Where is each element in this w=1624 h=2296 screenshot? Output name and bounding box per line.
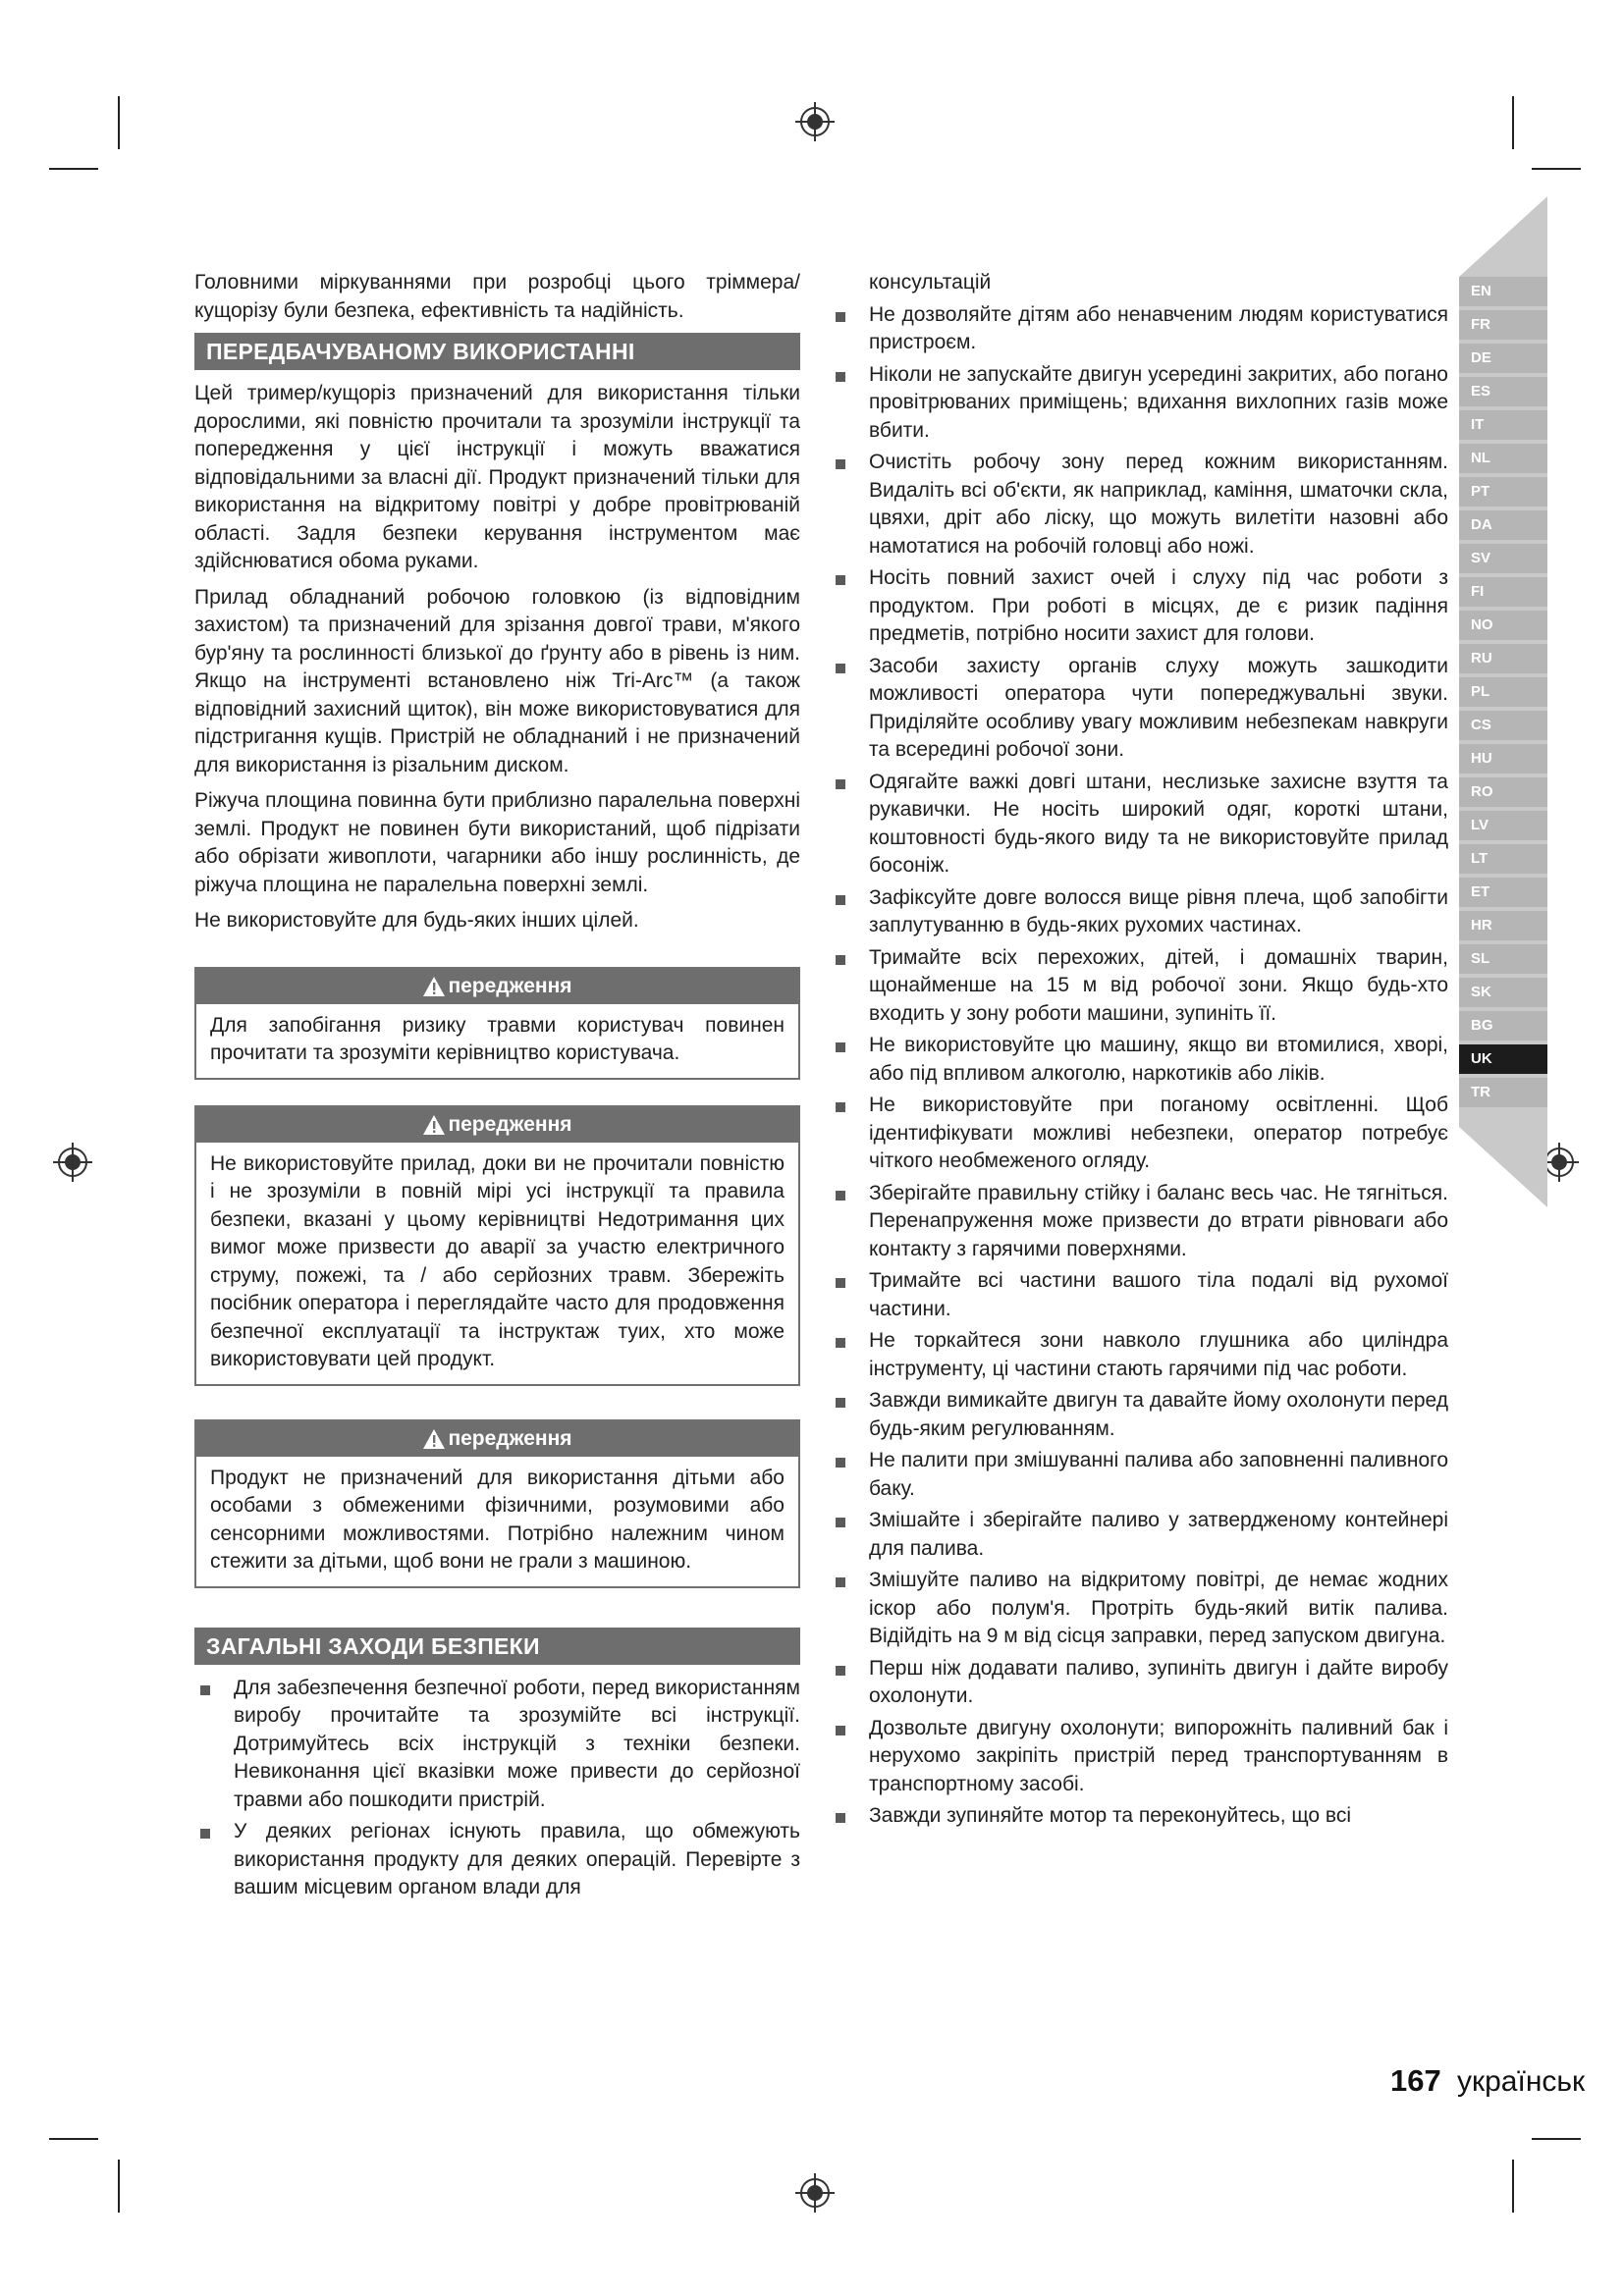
bullet-square-icon xyxy=(836,1726,845,1735)
bullet-square-icon xyxy=(836,1338,845,1348)
warning-text: Не використовуйте прилад, доки ви не прочитали повністю і не зрозуміли в повній мірі усі інструкції та правила безпеки, вказані у цьому керівництві Недотримання цих вимог може призвести до аварії за участю електричного струму, пожежі, та / або серйозних травм. Збережіть посібник оператора і переглядайте часто для продовження безпечної експлуатації та інструктаж туих, хто може використовувати цей продукт. xyxy=(210,1151,785,1370)
registration-mark-icon xyxy=(795,2173,835,2213)
intro-paragraph: Головними міркуваннями при розробці цього тріммера/кущорізу були безпека, ефективність та надійність. xyxy=(194,271,800,322)
bullet-list xyxy=(194,1675,800,1902)
bullet-square-icon xyxy=(836,779,845,789)
list-item: Не використовуйте при поганому освітленні. Щоб ідентифікувати можливі небезпеки, оператор потребує чіткого необмеженого огляду. xyxy=(830,1092,1448,1176)
list-item: Не використовуйте цю машину, якщо ви втомилися, хворі, або під впливом алкоголю, наркотиків або ліків. xyxy=(830,1032,1448,1088)
language-tab-lv: LV xyxy=(1459,811,1547,840)
language-tab-tr: TR xyxy=(1459,1078,1547,1107)
language-tab-en: EN xyxy=(1459,277,1547,306)
bullet-square-icon xyxy=(836,955,845,965)
list-item: Для забезпечення безпечної роботи, перед використанням виробу прочитайте та зрозумійте всі інструкції. Дотримуйтесь всіх інструкцій з техніки безпеки. Невиконання цієї вказівки може привести до серйозної травми або пошкодити пристрій. xyxy=(194,1675,800,1815)
language-tab-pl: PL xyxy=(1459,677,1547,707)
language-tab-da: DA xyxy=(1459,510,1547,540)
bullet-square-icon xyxy=(836,575,845,585)
list-item: Засоби захисту органів слуху можуть зашкодити можливості оператора чути попереджувальні звуки. Приділяйте особливу увагу можливим небезпекам навкруги та всередині робочої зони. xyxy=(830,653,1448,765)
warning-text: Продукт не призначений для використання дітьми або особами з обмеженими фізичними, розумовими або сенсорними можливостями. Потрібно належним чином стежити за дітьми, щоб вони не грали з машиною. xyxy=(210,1466,785,1573)
language-tab-hu: HU xyxy=(1459,744,1547,774)
right-column xyxy=(830,269,1448,1835)
list-item: У деяких регіонах існують правила, що обмежують використання продукту для деяких операцій. Перевірте з вашим місцевим органом влади для xyxy=(194,1818,800,1902)
list-item: Тримайте всі частини вашого тіла подалі від рухомої частини. xyxy=(830,1267,1448,1323)
crop-mark xyxy=(1532,2138,1581,2140)
list-item: Зафіксуйте довге волосся вище рівня плеча, щоб запобігти заплутуванню в будь-яких рухомих частинах. xyxy=(830,884,1448,940)
list-item: Не торкайтеся зони навколо глушника або циліндра інструменту, ці частини стають гарячими під час роботи. xyxy=(830,1327,1448,1383)
list-item: Перш ніж додавати паливо, зупиніть двигун і дайте виробу охолонути. xyxy=(830,1655,1448,1711)
language-tab-uk: UK xyxy=(1459,1044,1547,1074)
list-item: Зберігайте правильну стійку і баланс весь час. Не тягніться. Перенапруження може призвести до втрати рівноваги або контакту з гарячими поверхнями. xyxy=(830,1180,1448,1264)
language-tab-pt: PT xyxy=(1459,477,1547,507)
warning-header xyxy=(196,1421,798,1457)
language-tab-fi: FI xyxy=(1459,577,1547,607)
language-tab-sl: SL xyxy=(1459,944,1547,974)
list-item: Не дозволяйте дітям або ненавченим людям користуватися пристроєм. xyxy=(830,301,1448,357)
bullet-list xyxy=(830,301,1448,1831)
warning-header xyxy=(196,969,798,1004)
warning-title: передження xyxy=(448,974,572,997)
list-item: Тримайте всіх перехожих, дітей, і домашніх тварин, щонайменше на 15 м від робочої зони. Якщо будь-хто входить у зону роботи машини, зупиніть її. xyxy=(830,944,1448,1029)
list-item: Змішайте і зберігайте паливо у затвердженому контейнері для палива. xyxy=(830,1507,1448,1563)
crop-mark xyxy=(49,168,98,170)
paragraph: Не використовуйте для будь-яких інших цілей. xyxy=(194,909,639,932)
language-tab-de: DE xyxy=(1459,344,1547,373)
bullet-square-icon xyxy=(836,1577,845,1587)
continuation-text: консультацій xyxy=(869,271,992,294)
bullet-square-icon xyxy=(836,1813,845,1823)
paragraph: Цей тример/кущоріз призначений для використання тільки дорослими, які повністю прочитали та зрозуміли інструкції та попередження у цієї інструкції і можуть вважатися відповідальними за власні дії. Продукт призначений тільки для використання на відкритому повітрі у добре провітрюваній області. Задля безпеки керування інструментом має здійснюватися обома руками. xyxy=(194,382,800,572)
bullet-square-icon xyxy=(836,1458,845,1468)
bullet-square-icon xyxy=(836,1102,845,1112)
bullet-square-icon xyxy=(836,1278,845,1288)
language-tab-it: IT xyxy=(1459,410,1547,440)
list-item: Ніколи не запускайте двигун усередині закритих, або погано провітрюваних приміщень; вдихання вихлопних газів може вбити. xyxy=(830,361,1448,446)
bullet-square-icon xyxy=(836,895,845,905)
language-tab-et: ET xyxy=(1459,878,1547,907)
paragraph: Ріжуча площина повинна бути приблизно паралельна поверхні землі. Продукт не повинен бути використаний, щоб підрізати або обрізати живоплоти, чагарники або іншу рослинність, де ріжуча площина не паралельна поверхні землі. xyxy=(194,789,800,896)
warning-box xyxy=(194,967,800,1080)
language-tab-sv: SV xyxy=(1459,544,1547,573)
warning-box xyxy=(194,1105,800,1386)
language-tab-ro: RO xyxy=(1459,777,1547,807)
crop-mark xyxy=(1512,96,1514,149)
language-tab-es: ES xyxy=(1459,377,1547,406)
warning-box xyxy=(194,1419,800,1588)
bullet-square-icon xyxy=(836,664,845,673)
warning-title: передження xyxy=(448,1112,572,1136)
bullet-square-icon xyxy=(836,1518,845,1527)
list-item: Очистіть робочу зону перед кожним використанням. Видаліть всі об'єкти, як наприклад, каміння, шматочки скла, цвяхи, дріт або ліску, що можуть вилетіти назовні або намотатися на робочій головці або ножі. xyxy=(830,449,1448,561)
page-language: українськ xyxy=(1457,2065,1586,2098)
language-tab-no: NO xyxy=(1459,611,1547,640)
list-item: Завжди вимикайте двигун та давайте йому охолонути перед будь-яким регулюванням. xyxy=(830,1387,1448,1443)
warning-title: передження xyxy=(448,1426,572,1450)
crop-mark xyxy=(118,96,120,149)
crop-mark xyxy=(118,2160,120,2213)
list-item: Не палити при змішуванні палива або заповненні паливного баку. xyxy=(830,1447,1448,1503)
page-number: 167 xyxy=(1390,2063,1441,2098)
bullet-square-icon xyxy=(836,1666,845,1676)
bullet-square-icon xyxy=(200,1685,210,1695)
language-tab-cs: CS xyxy=(1459,711,1547,740)
language-tab-bg: BG xyxy=(1459,1011,1547,1041)
crop-mark xyxy=(1512,2160,1514,2213)
language-tab-fr: FR xyxy=(1459,310,1547,340)
list-item: Дозвольте двигуну охолонути; випорожніть паливний бак і нерухомо закріпіть пристрій перед транспортуванням в транспортному засобі. xyxy=(830,1715,1448,1799)
bullet-square-icon xyxy=(836,459,845,469)
language-tab-lt: LT xyxy=(1459,844,1547,874)
bullet-square-icon xyxy=(200,1829,210,1839)
list-item: Носіть повний захист очей і слуху під час роботи з продуктом. При роботі в місцях, де є ризик падіння предметів, потрібно носити захист для голови. xyxy=(830,564,1448,649)
bullet-square-icon xyxy=(836,312,845,322)
list-item: Одягайте важкі довгі штани, неслизьке захисне взуття та рукавички. Не носіть широкий одяг, короткі штани, коштовності будь-якого виду та не використовуйте прилад босоніж. xyxy=(830,769,1448,881)
registration-mark-icon xyxy=(53,1143,92,1182)
bullet-square-icon xyxy=(836,1042,845,1052)
list-item: Змішуйте паливо на відкритому повітрі, де немає жодних іскор або полум'я. Протріть будь-який витік палива. Відійдіть на 9 м від сісця заправки, перед запуском двигуна. xyxy=(830,1567,1448,1651)
language-tab-sk: SK xyxy=(1459,978,1547,1007)
left-column xyxy=(194,269,800,1906)
list-item: Завжди зупиняйте мотор та переконуйтесь, що всі xyxy=(830,1802,1448,1831)
warning-triangle-icon xyxy=(422,1114,446,1136)
language-tab-ru: RU xyxy=(1459,644,1547,673)
crop-mark xyxy=(49,2138,98,2140)
paragraph: Прилад обладнаний робочою головкою (із відповідним захистом) та призначений для зрізання довгої трави, м'якого бур'яну та рослинності близької до ґрунту або в рівень із ним. Якщо на інструменті встановлено ніж Tri-Arc™ (а також відповідний захисний щиток), він може використовуватися для підстригання кущів. Пристрій не обладнаний і не призначений для використання із різальним диском. xyxy=(194,585,800,776)
warning-triangle-icon xyxy=(422,1428,446,1450)
language-tab-nl: NL xyxy=(1459,444,1547,473)
warning-triangle-icon xyxy=(422,976,446,997)
bullet-square-icon xyxy=(836,1398,845,1408)
section-heading-general-safety: ЗАГАЛЬНІ ЗАХОДИ БЕЗПЕКИ xyxy=(194,1628,800,1665)
bullet-square-icon xyxy=(836,1191,845,1201)
crop-mark xyxy=(1532,168,1581,170)
registration-mark-icon xyxy=(795,102,835,141)
language-tab-hr: HR xyxy=(1459,911,1547,940)
bullet-square-icon xyxy=(836,372,845,382)
warning-text: Для запобігання ризику травми користувач повинен прочитати та зрозуміти керівництво користувача. xyxy=(210,1013,785,1064)
warning-header xyxy=(196,1107,798,1143)
section-heading-intended-use: ПЕРЕДБАЧУВАНОМУ ВИКОРИСТАННІ xyxy=(194,333,800,370)
language-tabs xyxy=(1459,277,1547,1111)
